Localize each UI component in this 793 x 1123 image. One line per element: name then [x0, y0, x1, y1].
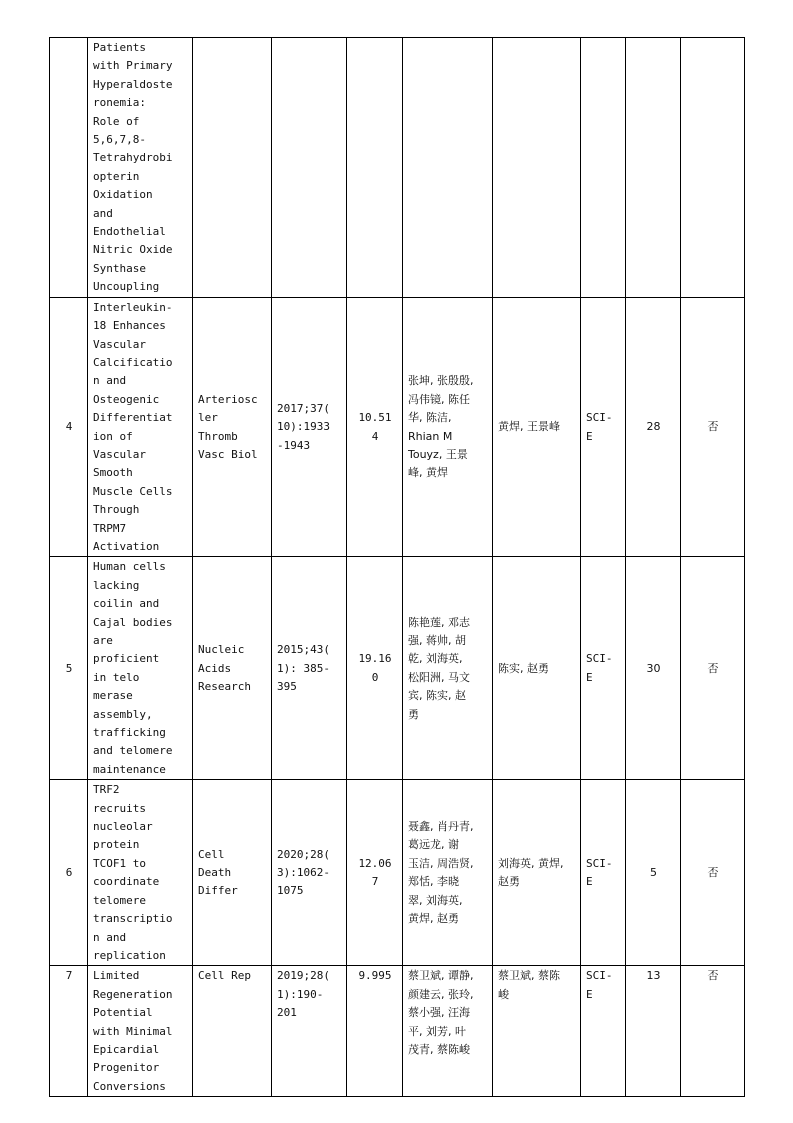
impact-factor: 12.06 7: [347, 780, 403, 966]
paper-title: Human cells lacking coilin and Cajal bodies are proficient in telo merase assembly, trafficking and telomere maintenance: [88, 557, 193, 780]
index-type: SCI- E: [581, 557, 626, 780]
index-type: [581, 38, 626, 298]
citation-count: [626, 38, 681, 298]
flag-value: 否: [681, 557, 745, 780]
index-type: SCI- E: [581, 780, 626, 966]
volume-pages: 2015;43( 1): 385- 395: [272, 557, 347, 780]
impact-factor: 19.16 0: [347, 557, 403, 780]
flag-value: [681, 38, 745, 298]
table-row: [50, 966, 745, 1097]
paper-title: Limited Regeneration Potential with Minimal Epicardial Progenitor Conversions: [88, 966, 193, 1097]
row-number: 6: [50, 780, 88, 966]
flag-value: 否: [681, 780, 745, 966]
journal-name: Cell Death Differ: [193, 780, 272, 966]
table-row: [50, 297, 745, 557]
table-row: [50, 780, 745, 966]
author-list: [403, 38, 493, 298]
corresponding-authors: 蔡卫斌, 蔡陈 峻: [493, 966, 581, 1097]
row-number: 4: [50, 297, 88, 557]
row-number: 7: [50, 966, 88, 1097]
flag-value: 否: [681, 966, 745, 1097]
volume-pages: 2020;28( 3):1062- 1075: [272, 780, 347, 966]
corresponding-authors: 陈实, 赵勇: [493, 557, 581, 780]
journal-name: Nucleic Acids Research: [193, 557, 272, 780]
index-type: SCI- E: [581, 297, 626, 557]
author-list: 聂鑫, 肖丹青, 葛远龙, 谢 玉洁, 周浩贤, 郑恬, 李晓 翠, 刘海英, 黄焊, 赵勇: [403, 780, 493, 966]
volume-pages: 2017;37( 10):1933 -1943: [272, 297, 347, 557]
author-list: 张坤, 张殷殷, 冯伟镜, 陈任 华, 陈洁, Rhian M Touyz, 王景 峰, 黄焊: [403, 297, 493, 557]
paper-title: TRF2 recruits nucleolar protein TCOF1 to coordinate telomere transcriptio n and replication: [88, 780, 193, 966]
corresponding-authors: 黄焊, 王景峰: [493, 297, 581, 557]
citation-count: 13: [626, 966, 681, 1097]
paper-title: Interleukin- 18 Enhances Vascular Calcificatio n and Osteogenic Differentiat ion of Vascular Smooth Muscle Cells Through TRPM7 Activation: [88, 297, 193, 557]
journal-name: Arteriosc ler Thromb Vasc Biol: [193, 297, 272, 557]
impact-factor: 10.51 4: [347, 297, 403, 557]
journal-name: Cell Rep: [193, 966, 272, 1097]
table-row: [50, 557, 745, 780]
flag-value: 否: [681, 297, 745, 557]
citation-count: 28: [626, 297, 681, 557]
impact-factor: 9.995: [347, 966, 403, 1097]
row-number: 5: [50, 557, 88, 780]
journal-name: [193, 38, 272, 298]
paper-title: Patients with Primary Hyperaldoste ronemia: Role of 5,6,7,8- Tetrahydrobi opterin Oxidation and Endothelial Nitric Oxide Synthase Uncoupling: [88, 38, 193, 298]
publication-table: [49, 37, 745, 1097]
author-list: 蔡卫斌, 谭静, 颜建云, 张玲, 蔡小强, 汪海 平, 刘芳, 叶 茂青, 蔡陈峻: [403, 966, 493, 1097]
impact-factor: [347, 38, 403, 298]
citation-count: 5: [626, 780, 681, 966]
corresponding-authors: [493, 38, 581, 298]
table-row: [50, 38, 745, 298]
corresponding-authors: 刘海英, 黄焊, 赵勇: [493, 780, 581, 966]
volume-pages: 2019;28( 1):190- 201: [272, 966, 347, 1097]
volume-pages: [272, 38, 347, 298]
author-list: 陈艳莲, 邓志 强, 蒋帅, 胡 乾, 刘海英, 松阳洲, 马文 宾, 陈实, 赵 勇: [403, 557, 493, 780]
row-number: [50, 38, 88, 298]
index-type: SCI- E: [581, 966, 626, 1097]
citation-count: 30: [626, 557, 681, 780]
